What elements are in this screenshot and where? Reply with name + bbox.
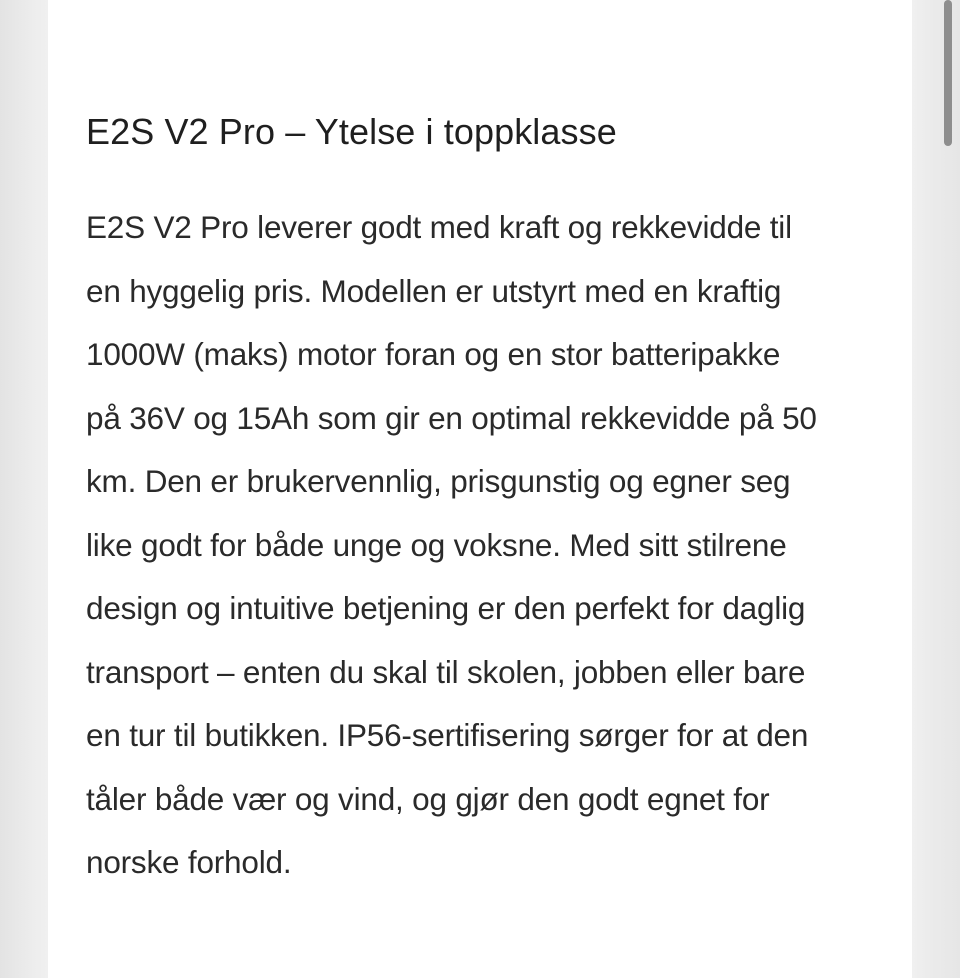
article-heading: E2S V2 Pro – Ytelse i toppklasse — [86, 111, 617, 152]
right-gutter — [912, 0, 960, 978]
product-article — [86, 100, 886, 895]
left-gutter — [0, 0, 48, 978]
scrollbar-thumb[interactable] — [944, 0, 952, 146]
article-body: E2S V2 Pro leverer godt med kraft og rekkevidde til en hyggelig pris. Modellen er utstyrt med en kraftig 1000W (maks) motor foran og en stor batteripakke på 36V og 15Ah som gir en optimal rekkevidde på 50 km. Den er brukervennlig, prisgunstig og egner seg like godt for både unge og voksne. Med sitt stilrene design og intuitive betjening er den perfekt for daglig transport – enten du skal til skolen, jobben eller bare en tur til butikken. IP56-sertifisering sørger for at den tåler både vær og vind, og gjør den godt egnet for norske forhold. — [86, 209, 817, 880]
